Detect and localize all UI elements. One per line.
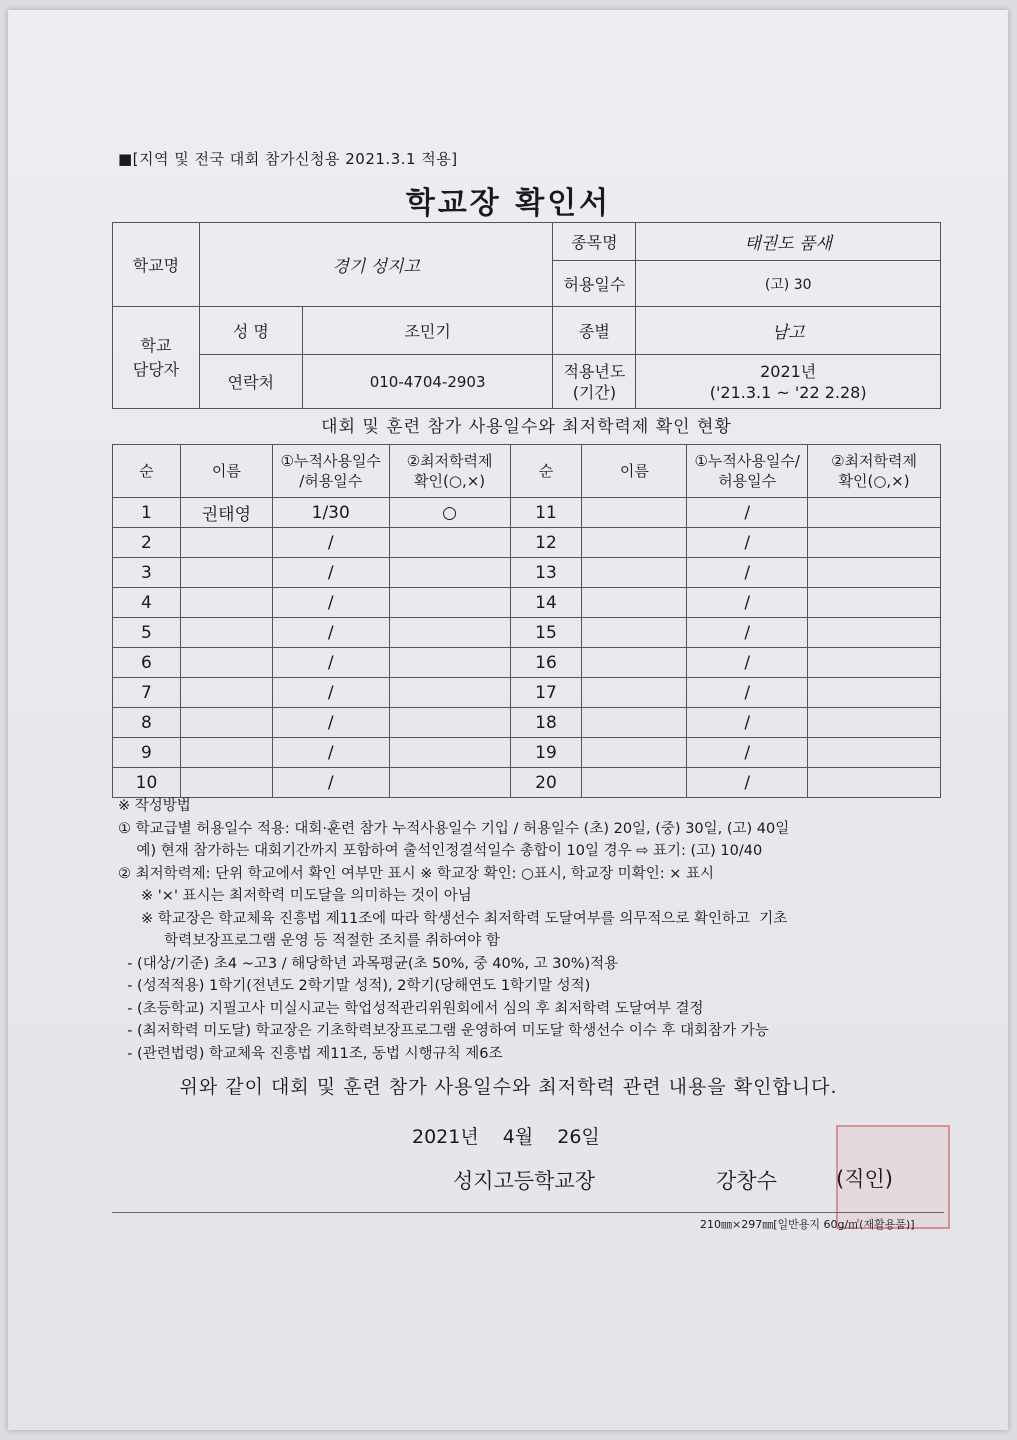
name-label: 성 명	[199, 307, 302, 355]
table-cell-days: /	[687, 648, 808, 678]
table-row	[113, 678, 941, 708]
table-row	[113, 588, 941, 618]
table-cell-n: 3	[113, 558, 181, 588]
table-cell-ok	[389, 708, 510, 738]
table-cell-days: /	[272, 558, 389, 588]
school-label: 학교명	[113, 223, 200, 307]
table-cell-name: 권태영	[180, 498, 272, 528]
table-cell-name	[582, 588, 687, 618]
table-cell-name	[582, 498, 687, 528]
table-cell-days: /	[272, 588, 389, 618]
column-header: ②최저학력제 확인(○,×)	[808, 445, 941, 498]
table-cell-n: 11	[510, 498, 582, 528]
table-cell-n: 4	[113, 588, 181, 618]
table-cell-n: 19	[510, 738, 582, 768]
category-value: 남고	[636, 307, 941, 355]
table-cell-days: /	[272, 768, 389, 798]
table-cell-name	[582, 648, 687, 678]
category-label: 종별	[553, 307, 636, 355]
table-cell-n: 13	[510, 558, 582, 588]
table-cell-ok	[808, 738, 941, 768]
table-cell-n: 5	[113, 618, 181, 648]
table-cell-ok	[808, 528, 941, 558]
table-cell-n: 18	[510, 708, 582, 738]
table-row	[113, 618, 941, 648]
table-row	[113, 738, 941, 768]
table-cell-ok	[389, 738, 510, 768]
table-cell-name	[180, 618, 272, 648]
table-cell-ok	[808, 558, 941, 588]
table-cell-ok	[808, 768, 941, 798]
school-signature: 성지고등학교장	[453, 1169, 596, 1193]
table-cell-n: 1	[113, 498, 181, 528]
table-cell-n: 12	[510, 528, 582, 558]
table-cell-name	[180, 588, 272, 618]
allowed-days-label: 허용일수	[553, 261, 636, 307]
principal-name: 강창수	[716, 1169, 777, 1193]
table-row	[113, 528, 941, 558]
instruction-line: ※ 작성방법	[118, 798, 191, 814]
seal-label: (직인)	[836, 1167, 893, 1191]
table-cell-days: 1/30	[272, 498, 389, 528]
table-cell-days: /	[272, 708, 389, 738]
table-cell-ok	[808, 498, 941, 528]
instruction-line: - (관련법령) 학교체육 진흥법 제11조, 동법 시행규칙 제6조	[118, 1045, 503, 1062]
table-cell-n: 7	[113, 678, 181, 708]
participation-table	[112, 444, 941, 798]
table-cell-ok	[389, 558, 510, 588]
table-row	[113, 708, 941, 738]
table-cell-days: /	[687, 708, 808, 738]
table-cell-name	[582, 738, 687, 768]
table-cell-name	[582, 678, 687, 708]
table-cell-days: /	[272, 678, 389, 708]
table-cell-ok	[389, 648, 510, 678]
table-row	[113, 768, 941, 798]
table-header-row	[113, 445, 941, 498]
table-cell-name	[582, 528, 687, 558]
instruction-line: ② 최저학력제: 단위 학교에서 확인 여부만 표시 ※ 학교장 확인: ○표시, 학교장 미확인: × 표시	[118, 865, 714, 882]
table-cell-ok	[808, 648, 941, 678]
contact-value: 010-4704-2903	[302, 355, 553, 409]
table-cell-days: /	[687, 618, 808, 648]
table-cell-n: 20	[510, 768, 582, 798]
column-header: 순	[113, 445, 181, 498]
paper-spec: 210㎜×297㎜[일반용지 60g/㎡(재활용품)]	[700, 1218, 915, 1231]
column-header: ②최저학력제 확인(○,×)	[389, 445, 510, 498]
table-cell-name	[180, 528, 272, 558]
table-row	[113, 558, 941, 588]
table-cell-name	[582, 558, 687, 588]
column-header: 이름	[180, 445, 272, 498]
table-cell-name	[180, 708, 272, 738]
table-cell-name	[180, 558, 272, 588]
column-header: 이름	[582, 445, 687, 498]
column-header: 순	[510, 445, 582, 498]
table-cell-days: /	[272, 618, 389, 648]
table-cell-n: 9	[113, 738, 181, 768]
table-cell-days: /	[272, 528, 389, 558]
table-cell-ok: ○	[389, 498, 510, 528]
instruction-line: - (대상/기준) 초4 ~고3 / 해당학년 과목평균(초 50%, 중 40%, 고 30%)적용	[118, 955, 619, 972]
table-cell-ok	[389, 768, 510, 798]
instruction-line: 예) 현재 참가하는 대회기간까지 포함하여 출석인정결석일수 총합이 10일 경우 ⇨ 표기: (고) 10/40	[118, 843, 763, 859]
event-label: 종목명	[553, 223, 636, 261]
table-cell-days: /	[272, 648, 389, 678]
table-cell-name	[180, 768, 272, 798]
table-cell-ok	[389, 588, 510, 618]
table-cell-n: 8	[113, 708, 181, 738]
table-cell-n: 17	[510, 678, 582, 708]
signature-date: 2021년 4월 26일	[412, 1126, 600, 1148]
info-table	[112, 222, 941, 409]
contact-label: 연락처	[199, 355, 302, 409]
table-cell-name	[582, 618, 687, 648]
table-row	[113, 498, 941, 528]
divider	[112, 1212, 944, 1213]
table-cell-ok	[389, 618, 510, 648]
instruction-line: ※ 학교장은 학교체육 진흥법 제11조에 따라 학생선수 최저학력 도달여부를 의무적으로 확인하고 기초	[118, 910, 788, 927]
event-value: 태권도 품새	[636, 223, 941, 261]
table-cell-days: /	[687, 558, 808, 588]
column-header: ①누적사용일수 /허용일수	[272, 445, 389, 498]
table-cell-n: 14	[510, 588, 582, 618]
table-cell-ok	[389, 678, 510, 708]
header-note: ■[지역 및 전국 대회 참가신청용 2021.3.1 적용]	[118, 150, 458, 168]
table-cell-name	[180, 648, 272, 678]
school-value: 경기 성지고	[199, 223, 553, 307]
table-cell-ok	[808, 618, 941, 648]
table-cell-days: /	[272, 738, 389, 768]
table-row	[113, 648, 941, 678]
table-cell-days: /	[687, 678, 808, 708]
instruction-line: - (초등학교) 지필고사 미실시교는 학업성적관리위원회에서 심의 후 최저학력 도달여부 결정	[118, 1000, 704, 1017]
table-cell-name	[582, 708, 687, 738]
table-cell-n: 6	[113, 648, 181, 678]
table-cell-n: 15	[510, 618, 582, 648]
manager-label: 학교 담당자	[113, 307, 200, 409]
table-cell-name	[582, 768, 687, 798]
table-cell-ok	[389, 528, 510, 558]
allowed-days-value: (고) 30	[636, 261, 941, 307]
year-value: 2021년 ('21.3.1 ~ '22 2.28)	[636, 355, 941, 409]
table-cell-ok	[808, 708, 941, 738]
table-cell-days: /	[687, 738, 808, 768]
table-cell-ok	[808, 678, 941, 708]
year-label: 적용년도 (기간)	[553, 355, 636, 409]
table-cell-days: /	[687, 588, 808, 618]
table-cell-name	[180, 678, 272, 708]
column-header: ①누적사용일수/ 허용일수	[687, 445, 808, 498]
name-value: 조민기	[302, 307, 553, 355]
table-cell-days: /	[687, 498, 808, 528]
table-cell-days: /	[687, 528, 808, 558]
confirmation-statement: 위와 같이 대회 및 훈련 참가 사용일수와 최저학력 관련 내용을 확인합니다.	[179, 1076, 838, 1098]
instruction-line: - (성적적용) 1학기(전년도 2학기말 성적), 2학기(당해연도 1학기말 성적)	[118, 978, 591, 994]
table-cell-n: 10	[113, 768, 181, 798]
section-title: 대회 및 훈련 참가 사용일수와 최저학력제 확인 현황	[112, 408, 941, 445]
table-cell-ok	[808, 588, 941, 618]
instruction-line: ※ '×' 표시는 최저학력 미도달을 의미하는 것이 아님	[118, 888, 472, 904]
instruction-line: ① 학교급별 허용일수 적용: 대회·훈련 참가 누적사용일수 기입 / 허용일수 (초) 20일, (중) 30일, (고) 40일	[118, 820, 790, 837]
instructions	[118, 795, 948, 1065]
instruction-line: - (최저학력 미도달) 학교장은 기초학력보장프로그램 운영하여 미도달 학생선수 이수 후 대회참가 가능	[118, 1023, 769, 1039]
instruction-line: 학력보장프로그램 운영 등 적절한 조치를 취하여야 함	[118, 933, 500, 949]
table-cell-days: /	[687, 768, 808, 798]
table-cell-name	[180, 738, 272, 768]
document-title: 학교장 확인서	[405, 186, 612, 221]
table-cell-n: 16	[510, 648, 582, 678]
table-cell-n: 2	[113, 528, 181, 558]
